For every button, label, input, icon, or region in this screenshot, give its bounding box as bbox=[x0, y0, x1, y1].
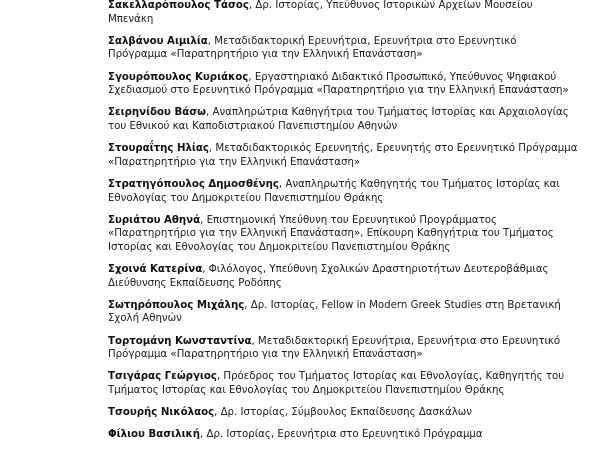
list-item bbox=[108, 142, 578, 169]
entry-name: Σωτηρόπουλος Μιχάλης bbox=[108, 299, 245, 311]
entry-name: Τσιγάρας Γεώργιος bbox=[108, 371, 217, 383]
list-item bbox=[108, 263, 578, 290]
list-item bbox=[108, 214, 578, 255]
entry-description: , Δρ. Ιστορίας, Ερευνήτρια στο Ερευνητικό Πρόγραμμα bbox=[200, 429, 483, 441]
entry-description: , Εργαστηριακό Διδακτικό Προσωπικό, Υπεύθυνος Ψηφιακού Σχεδιασμού στο Ερευνητικό Πρόγραμμα «Παρατηρητήριο για την Ελληνική Επανάσταση» bbox=[108, 71, 569, 97]
entry-name: Σαλβάνου Αιμιλία bbox=[108, 35, 208, 47]
entry-name: Στουραΐτης Ηλίας bbox=[108, 143, 209, 155]
entry-description: , Μεταδιδακτορικός Ερευνητής, Ερευνητής στο Ερευνητικό Πρόγραμμα «Παρατηρητήριο για την Ελληνική Επανάσταση» bbox=[108, 143, 578, 168]
entry-description: , Αναπληρώτρια Καθηγήτρια του Τμήματος Ιστορίας και Αρχαιολογίας του Εθνικού και Καποδιστριακού Πανεπιστημίου Αθηνών bbox=[108, 107, 569, 132]
entry-description: , Δρ. Ιστορίας, Σύμβουλος Εκπαίδευσης Δασκάλων bbox=[214, 407, 472, 419]
entry-name: Στρατηγόπουλος Δημοσθένης bbox=[108, 178, 279, 190]
list-item bbox=[108, 178, 578, 205]
list-item bbox=[108, 428, 578, 442]
entry-description: , Μεταδιδακτορική Ερευνήτρια, Ερευνήτρια στο Ερευνητικό Πρόγραμμα «Παρατηρητήριο για την Ελληνική Επανάσταση» bbox=[108, 35, 517, 61]
entry-name: Σχοινά Κατερίνα bbox=[108, 264, 203, 276]
list-item bbox=[108, 0, 578, 26]
entry-description: , Δρ. Ιστορίας, Fellow in Modern Greek Studies στη Βρετανική Σχολή Αθηνών bbox=[108, 299, 561, 325]
contributors-list bbox=[108, 0, 578, 451]
list-item bbox=[108, 370, 578, 397]
list-item bbox=[108, 106, 578, 133]
list-item bbox=[108, 71, 578, 98]
entry-name: Σακελλαρόπουλος Τάσος bbox=[108, 0, 249, 11]
entry-name: Τορτομάνη Κωνσταντίνα bbox=[108, 335, 252, 347]
entry-description: , Φιλόλογος, Υπεύθυνη Σχολικών Δραστηριοτήτων Δευτεροβάθμιας Διεύθυνσης Εκπαίδευσης Ροδόπης bbox=[108, 264, 549, 289]
entry-description: , Πρόεδρος του Τμήματος Ιστορίας και Εθνολογίας, Καθηγητής του Τμήματος Ιστορίας και Εθνολογίας του Δημοκριτείου Πανεπιστημίου Θράκης bbox=[108, 371, 565, 396]
entry-description: , Μεταδιδακτορική Ερευνήτρια, Ερευνήτρια στο Ερευνητικό Πρόγραμμα «Παρατηρητήριο για την Ελληνική Επανάσταση» bbox=[108, 335, 561, 361]
list-item bbox=[108, 35, 578, 62]
entry-name: Συριάτου Αθηνά bbox=[108, 214, 201, 226]
entry-name: Τσουρής Νικόλαος bbox=[108, 407, 215, 419]
entry-description: , Δρ. Ιστορίας, Υπεύθυνος Ιστορικών Αρχείων Μουσείου Μπενάκη bbox=[108, 0, 533, 25]
list-item bbox=[108, 299, 578, 326]
list-item bbox=[108, 335, 578, 362]
entry-description: , Επιστημονική Υπεύθυνη του Ερευνητικού Προγράμματος «Παρατηρητήριο για την Ελληνική Επανάσταση», Επίκουρη Καθηγήτρια του Τμήματος Ιστορίας και Εθνολογίας του Δημοκριτείου Πανεπιστημίου Θράκης bbox=[108, 214, 554, 253]
list-item bbox=[108, 406, 578, 420]
entry-name: Σγουρόπουλος Κυριάκος bbox=[108, 71, 249, 83]
entry-name: Φίλιου Βασιλική bbox=[108, 429, 201, 441]
entry-description: , Αναπληρωτής Καθηγητής του Τμήματος Ιστορίας και Εθνολογίας του Δημοκριτείου Πανεπιστημίου Θράκης bbox=[108, 178, 560, 204]
entry-name: Σειρηνίδου Βάσω bbox=[108, 107, 207, 119]
